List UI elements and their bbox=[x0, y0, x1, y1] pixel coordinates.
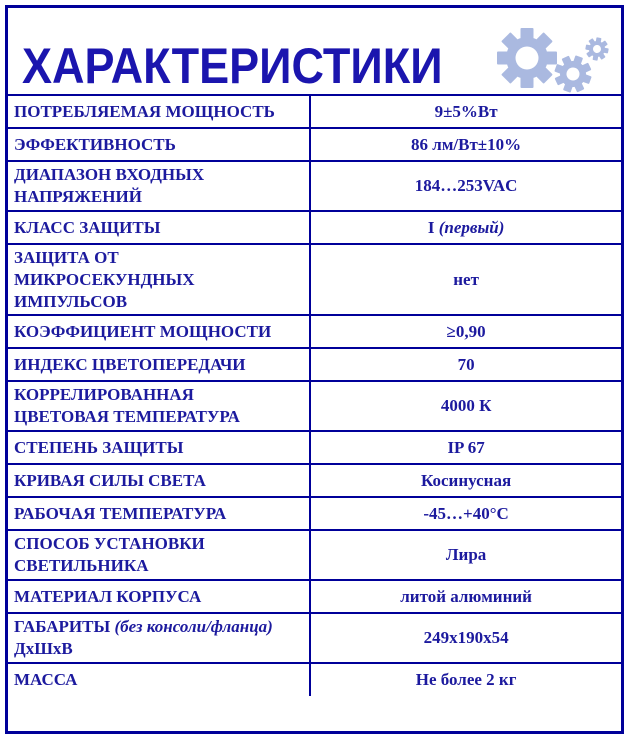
spec-value: IP 67 bbox=[310, 431, 621, 464]
spec-value: 70 bbox=[310, 348, 621, 381]
table-row bbox=[8, 211, 621, 244]
table-row bbox=[8, 530, 621, 580]
spec-label-line: ДхШхВ bbox=[14, 639, 73, 658]
spec-value-note: (первый) bbox=[438, 217, 505, 237]
spec-label: СТЕПЕНЬ ЗАЩИТЫ bbox=[8, 431, 310, 464]
spec-label-note: (без консоли/фланца) bbox=[114, 617, 273, 636]
table-row bbox=[8, 580, 621, 613]
spec-label bbox=[8, 381, 310, 431]
spec-label: ЭФФЕКТИВНОСТЬ bbox=[8, 128, 310, 161]
spec-value-main: I bbox=[427, 217, 435, 237]
spec-label-line: СВЕТИЛЬНИКА bbox=[14, 556, 149, 575]
spec-label: МАТЕРИАЛ КОРПУСА bbox=[8, 580, 310, 613]
spec-label: МАССА bbox=[8, 663, 310, 696]
table-row bbox=[8, 95, 621, 128]
spec-label-line: НАПРЯЖЕНИЙ bbox=[14, 187, 142, 206]
gears-icon bbox=[489, 22, 611, 94]
spec-value: -45…+40°C bbox=[310, 497, 621, 530]
spec-label: КРИВАЯ СИЛЫ СВЕТА bbox=[8, 464, 310, 497]
spec-label bbox=[8, 161, 310, 211]
table-row bbox=[8, 348, 621, 381]
spec-label bbox=[8, 530, 310, 580]
table-row bbox=[8, 315, 621, 348]
table-row bbox=[8, 497, 621, 530]
spec-value: 184…253VAC bbox=[310, 161, 621, 211]
spec-label-line: КОРРЕЛИРОВАННАЯ bbox=[14, 385, 194, 404]
spec-value: литой алюминий bbox=[310, 580, 621, 613]
spec-label-line: МИКРОСЕКУНДНЫХ bbox=[14, 269, 195, 289]
spec-label: КЛАСС ЗАЩИТЫ bbox=[8, 211, 310, 244]
spec-label-line: ЗАЩИТА ОТ bbox=[14, 247, 119, 267]
spec-label-line: СПОСОБ УСТАНОВКИ bbox=[14, 534, 205, 553]
spec-label-main: ГАБАРИТЫ bbox=[14, 617, 115, 636]
table-row bbox=[8, 613, 621, 663]
table-row bbox=[8, 128, 621, 161]
spec-label-line: ИМПУЛЬСОВ bbox=[14, 291, 128, 311]
table-row bbox=[8, 381, 621, 431]
spec-value: нет bbox=[310, 244, 621, 315]
spec-label: ИНДЕКС ЦВЕТОПЕРЕДАЧИ bbox=[8, 348, 310, 381]
table-row bbox=[8, 431, 621, 464]
table-row bbox=[8, 244, 621, 315]
spec-label-line: ДИАПАЗОН ВХОДНЫХ bbox=[14, 165, 205, 184]
spec-value: 86 лм/Вт±10% bbox=[310, 128, 621, 161]
header bbox=[8, 8, 621, 94]
spec-label-line bbox=[14, 616, 303, 638]
page-frame bbox=[5, 5, 624, 734]
spec-label: ПОТРЕБЛЯЕМАЯ МОЩНОСТЬ bbox=[8, 95, 310, 128]
spec-value: Не более 2 кг bbox=[310, 663, 621, 696]
spec-table bbox=[8, 94, 621, 696]
spec-value: ≥0,90 bbox=[310, 315, 621, 348]
table-row bbox=[8, 161, 621, 211]
spec-value: 9±5%Вт bbox=[310, 95, 621, 128]
spec-value: Лира bbox=[310, 530, 621, 580]
spec-label bbox=[8, 613, 310, 663]
page-title: ХАРАКТЕРИСТИКИ bbox=[22, 38, 443, 94]
spec-value: 249x190x54 bbox=[310, 613, 621, 663]
spec-value: 4000 К bbox=[310, 381, 621, 431]
spec-label: РАБОЧАЯ ТЕМПЕРАТУРА bbox=[8, 497, 310, 530]
table-row bbox=[8, 663, 621, 696]
table-row bbox=[8, 464, 621, 497]
spec-label-line: ЦВЕТОВАЯ ТЕМПЕРАТУРА bbox=[14, 407, 240, 426]
spec-label: КОЭФФИЦИЕНТ МОЩНОСТИ bbox=[8, 315, 310, 348]
spec-label bbox=[8, 244, 310, 315]
spec-value bbox=[310, 211, 621, 244]
spec-value: Косинусная bbox=[310, 464, 621, 497]
